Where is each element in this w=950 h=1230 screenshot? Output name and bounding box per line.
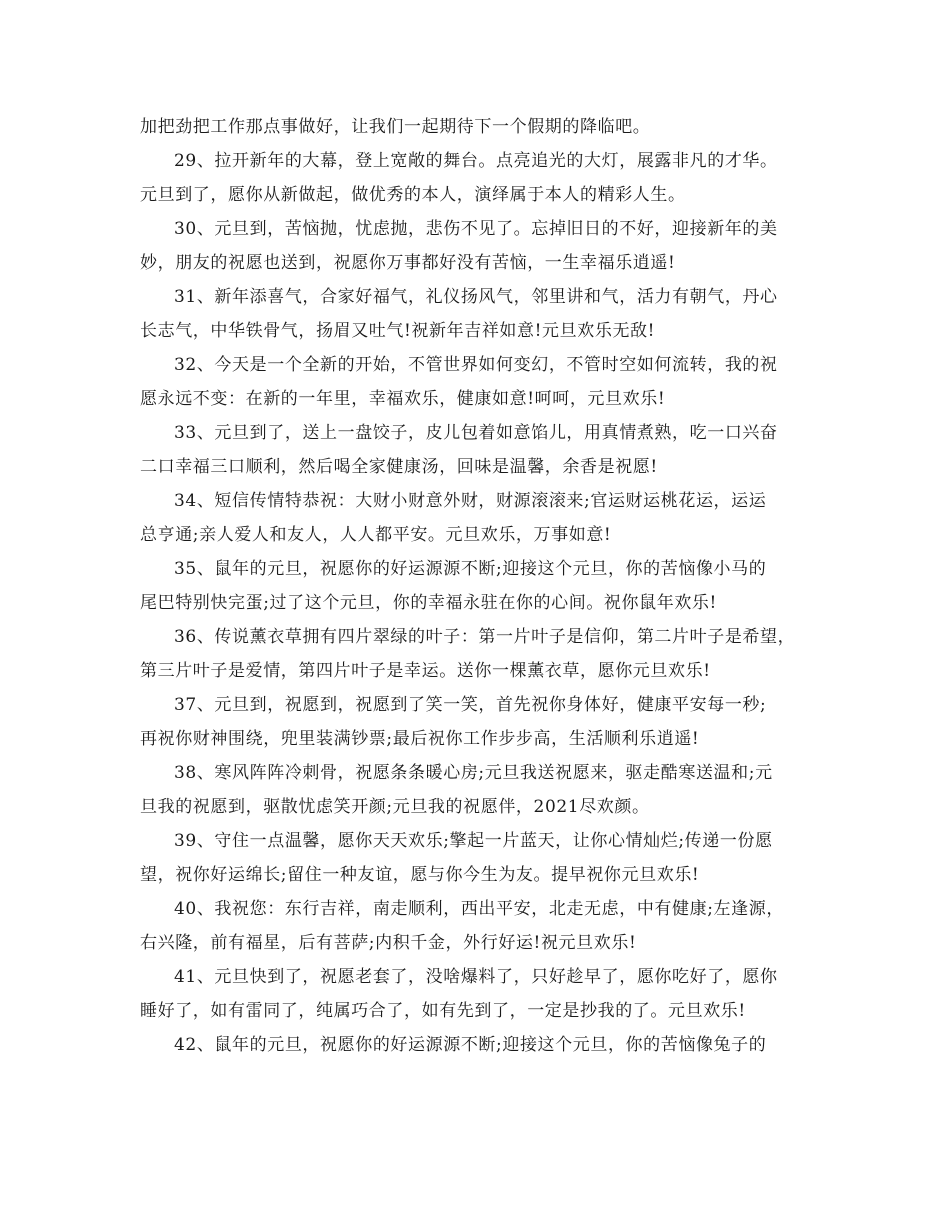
- text-line: 36、传说薰衣草拥有四片翠绿的叶子：第一片叶子是信仰，第二片叶子是希望，: [174, 627, 796, 647]
- text-line: 40、我祝您：东行吉祥，南走顺利，西出平安，北走无虑，中有健康;左逢源，: [174, 899, 784, 919]
- text-line: 再祝你财神围绕，兜里装满钞票;最后祝你工作步步高，生活顺利乐逍遥!: [140, 729, 700, 749]
- text-line: 二口幸福三口顺利，然后喝全家健康汤，回味是温馨，余香是祝愿!: [140, 457, 658, 477]
- text-line: 38、寒风阵阵冷刺骨，祝愿条条暖心房;元旦我送祝愿来，驱走酷寒送温和;元: [174, 763, 773, 783]
- text-line: 睡好了，如有雷同了，纯属巧合了，如有先到了，一定是抄我的了。元旦欢乐!: [140, 1001, 746, 1021]
- text-line: 41、元旦快到了，祝愿老套了，没啥爆料了，只好趁早了，愿你吃好了，愿你: [174, 967, 778, 987]
- text-line: 39、守住一点温馨，愿你天天欢乐;擎起一片蓝天，让你心情灿烂;传递一份愿: [174, 831, 773, 851]
- text-line: 愿永远不变：在新的一年里，幸福欢乐，健康如意!呵呵，元旦欢乐!: [140, 389, 666, 409]
- text-line: 37、元旦到，祝愿到，祝愿到了笑一笑，首先祝你身体好，健康平安每一秒;: [174, 695, 767, 715]
- text-line: 33、元旦到了，送上一盘饺子，皮儿包着如意馅儿，用真情煮熟，吃一口兴奋: [174, 423, 778, 443]
- text-line: 31、新年添喜气，合家好福气，礼仪扬风气，邻里讲和气，活力有朝气，丹心: [174, 287, 778, 307]
- text-line: 妙，朋友的祝愿也送到，祝愿你万事都好没有苦恼，一生幸福乐逍遥!: [140, 253, 676, 273]
- text-line: 29、拉开新年的大幕，登上宽敞的舞台。点亮追光的大灯，展露非凡的才华。: [174, 151, 778, 171]
- text-line: 加把劲把工作那点事做好，让我们一起期待下一个假期的降临吧。: [140, 117, 651, 137]
- text-line: 长志气，中华铁骨气，扬眉又吐气!祝新年吉祥如意!元旦欢乐无敌!: [140, 321, 656, 341]
- text-line: 34、短信传情特恭祝：大财小财意外财，财源滚滚来;官运财运桃花运，运运: [174, 491, 767, 511]
- text-line: 总亨通;亲人爱人和友人，人人都平安。元旦欢乐，万事如意!: [140, 525, 612, 545]
- text-line: 旦我的祝愿到，驱散忧虑笑开颜;元旦我的祝愿伴，2021尽欢颜。: [140, 797, 650, 817]
- body-text: [140, 110, 812, 1062]
- text-line: 尾巴特别快完蛋;过了这个元旦，你的幸福永驻在你的心间。祝你鼠年欢乐!: [140, 593, 717, 613]
- text-line: 30、元旦到，苦恼抛，忧虑抛，悲伤不见了。忘掉旧日的不好，迎接新年的美: [174, 219, 778, 239]
- text-line: 望，祝你好运绵长;留住一种友谊，愿与你今生为友。提早祝你元旦欢乐!: [140, 865, 700, 885]
- text-line: 元旦到了，愿你从新做起，做优秀的本人，演绎属于本人的精彩人生。: [140, 185, 686, 205]
- text-line: 42、鼠年的元旦，祝愿你的好运源源不断;迎接这个元旦，你的苦恼像兔子的: [174, 1035, 767, 1055]
- text-line: 右兴隆，前有福星，后有菩萨;内积千金，外行好运!祝元旦欢乐!: [140, 933, 637, 953]
- text-line: 35、鼠年的元旦，祝愿你的好运源源不断;迎接这个元旦，你的苦恼像小马的: [174, 559, 767, 579]
- text-line: 第三片叶子是爱情，第四片叶子是幸运。送你一棵薰衣草，愿你元旦欢乐!: [140, 661, 711, 681]
- text-line: 32、今天是一个全新的开始，不管世界如何变幻，不管时空如何流转，我的祝: [174, 355, 778, 375]
